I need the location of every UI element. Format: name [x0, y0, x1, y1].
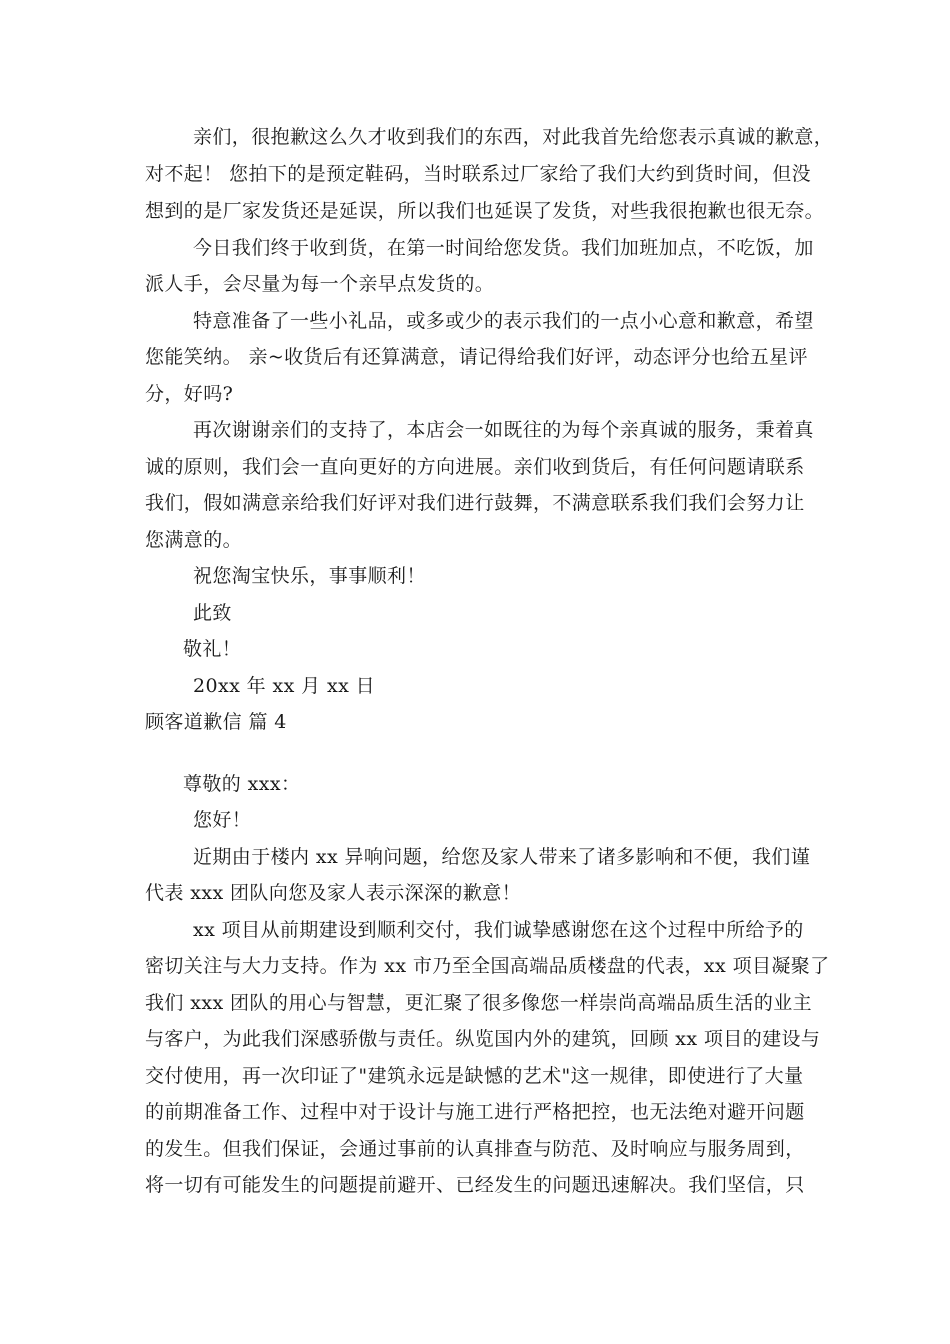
paragraph-line: 我们 xxx 团队的用心与智慧，更汇聚了很多像您一样崇尚高端品质生活的业主 — [145, 992, 813, 1014]
wish-line: 祝您淘宝快乐，事事顺利！ — [193, 565, 426, 587]
paragraph-line: 代表 xxx 团队向您及家人表示深深的歉意！ — [145, 882, 522, 904]
paragraph-line: 将一切有可能发生的问题提前避开、已经发生的问题迅速解决。我们坚信，只 — [145, 1174, 805, 1196]
paragraph-line: 密切关注与大力支持。作为 xx 市乃至全国高端品质楼盘的代表，xx 项目凝聚了 — [145, 955, 830, 977]
paragraph-line: 想到的是厂家发货还是延误，所以我们也延误了发货，对些我很抱歉也很无奈。 — [145, 200, 825, 222]
paragraph-line: 分，好吗? — [145, 383, 234, 405]
paragraph-line: 再次谢谢亲们的支持了，本店会一如既往的为每个亲真诚的服务，秉着真 — [193, 419, 814, 441]
paragraph-line: 诚的原则，我们会一直向更好的方向进展。亲们收到货后，有任何问题请联系 — [145, 456, 805, 478]
paragraph-line: 与客户，为此我们深感骄傲与责任。纵览国内外的建筑，回顾 xx 项目的建设与 — [145, 1028, 821, 1050]
paragraph-line: 派人手，会尽量为每一个亲早点发货的。 — [145, 273, 495, 295]
date-line: 20xx 年 xx 月 xx 日 — [193, 675, 376, 697]
paragraph-line: 的前期准备工作、过程中对于设计与施工进行严格把控，也无法绝对避开问题 — [145, 1101, 805, 1123]
salutation: 尊敬的 xxx： — [183, 773, 301, 795]
section-title: 顾客道歉信 篇 4 — [145, 711, 287, 733]
paragraph-line: 交付使用，再一次印证了"建筑永远是缺憾的艺术"这一规律，即使进行了大量 — [145, 1065, 804, 1087]
paragraph-line: 我们，假如满意亲给我们好评对我们进行鼓舞，不满意联系我们我们会努力让 — [145, 492, 805, 514]
paragraph-line: 的发生。但我们保证，会通过事前的认真排查与防范、及时响应与服务周到， — [145, 1138, 805, 1160]
closing-line: 此致 — [193, 602, 232, 624]
greeting: 您好！ — [193, 809, 252, 831]
paragraph-line: xx 项目从前期建设到顺利交付，我们诚挚感谢您在这个过程中所给予的 — [193, 919, 804, 941]
paragraph-line: 对不起！ 您拍下的是预定鞋码，当时联系过厂家给了我们大约到货时间，但没 — [145, 163, 812, 185]
paragraph-line: 您满意的。 — [145, 529, 243, 551]
paragraph-line: 今日我们终于收到货，在第一时间给您发货。我们加班加点，不吃饭，加 — [193, 237, 814, 259]
paragraph-line: 亲们，很抱歉这么久才收到我们的东西，对此我首先给您表示真诚的歉意， — [193, 126, 834, 148]
paragraph-line: 特意准备了一些小礼品，或多或少的表示我们的一点小心意和歉意，希望 — [193, 310, 814, 332]
paragraph-line: 您能笑纳。 亲~收货后有还算满意，请记得给我们好评，动态评分也给五星评 — [145, 346, 808, 368]
paragraph-line: 近期由于楼内 xx 异响问题，给您及家人带来了诸多影响和不便，我们谨 — [193, 846, 811, 868]
closing-line: 敬礼！ — [183, 638, 242, 660]
